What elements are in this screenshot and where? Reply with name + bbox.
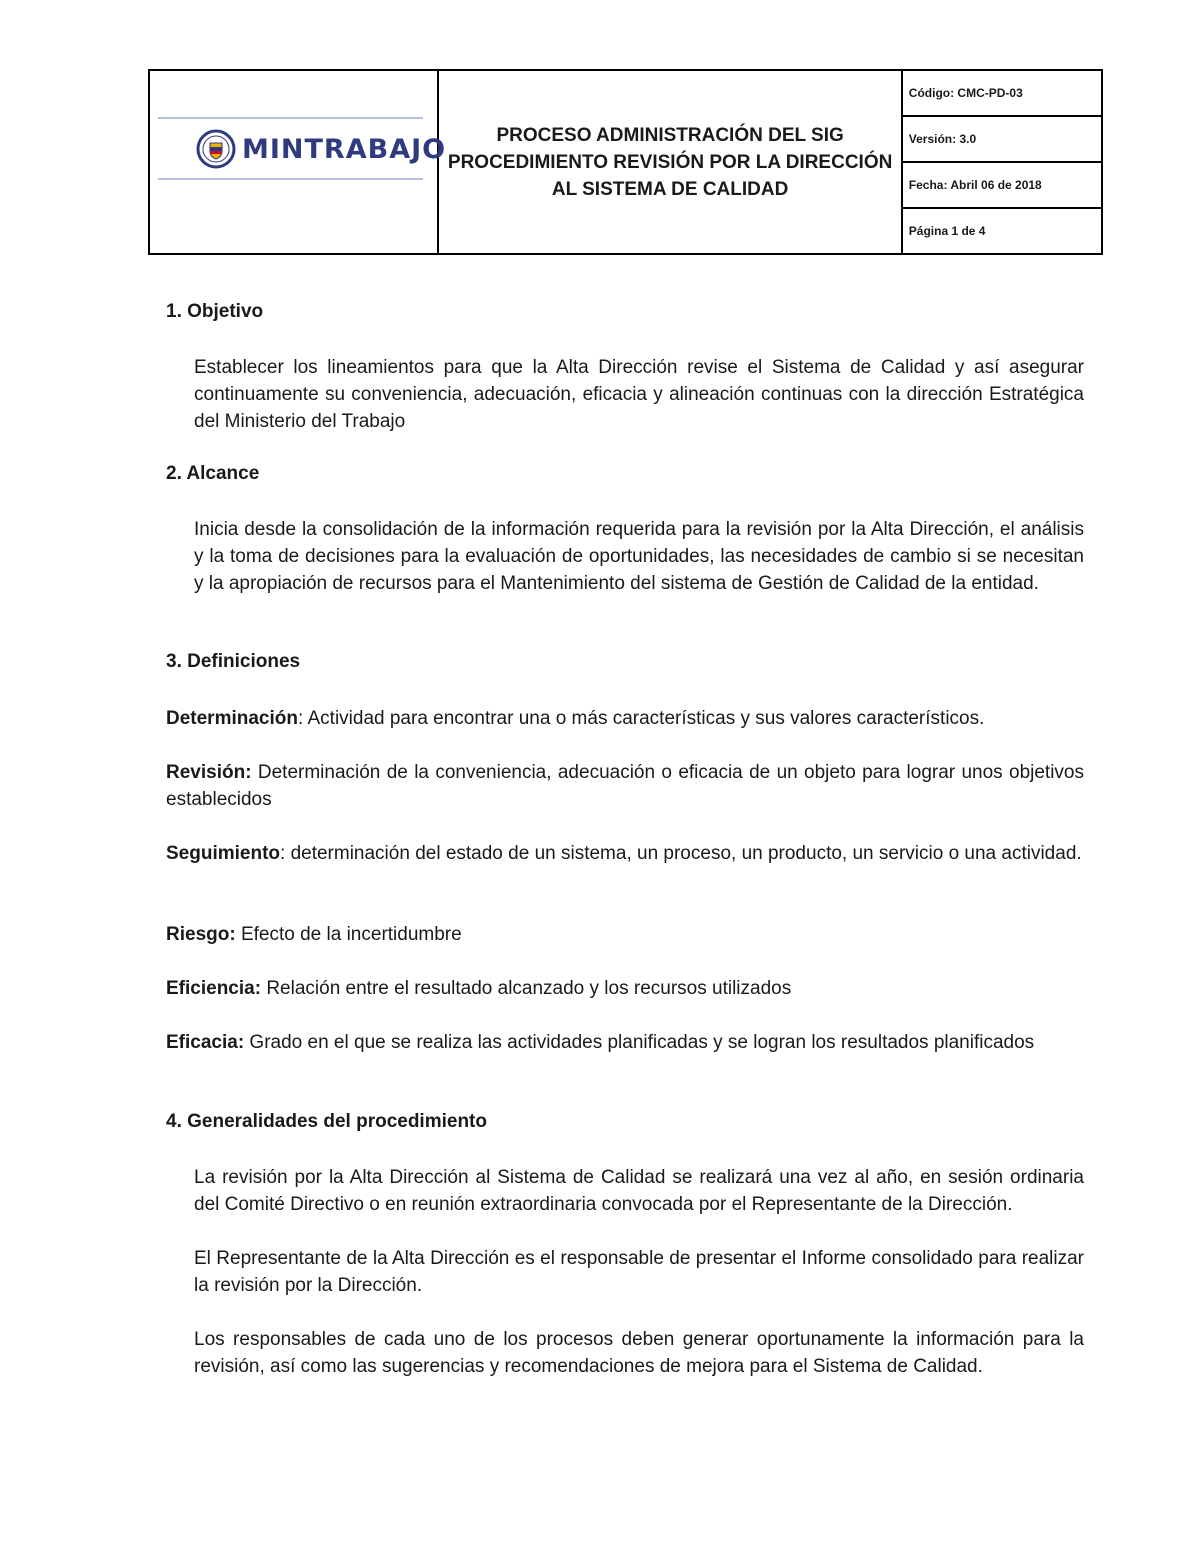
logo-divider [158, 117, 423, 119]
mintrabajo-logo [196, 129, 446, 169]
definition-term: Eficiencia: [166, 978, 262, 999]
document-date: Fecha: Abril 06 de 2018 [902, 162, 1102, 208]
definition-term: Eficacia: [166, 1032, 245, 1053]
title-line: AL SISTEMA DE CALIDAD [551, 178, 789, 200]
definition-term: Riesgo: [166, 924, 236, 945]
definition-item [166, 975, 1084, 1002]
definition-text: Grado en el que se realiza las actividades planificadas y se logran los resultados planificados [244, 1032, 1035, 1053]
definition-item [166, 1029, 1084, 1056]
definition-item [166, 759, 1084, 813]
definition-text: : determinación del estado de un sistema, un proceso, un producto, un servicio o una actividad. [280, 843, 1082, 864]
definition-term: Determinación [166, 708, 298, 729]
section-heading: 2. Alcance [166, 463, 260, 484]
definition-item [166, 840, 1084, 867]
coat-of-arms-icon [196, 129, 236, 169]
section-heading: 3. Definiciones [166, 651, 301, 672]
generalidades-paragraph: La revisión por la Alta Dirección al Sistema de Calidad se realizará una vez al año, en sesión ordinaria del Comité Directivo o en reunión extraordinaria convocada por el Representante de la Dirección. [194, 1167, 1084, 1215]
logo-divider [158, 178, 423, 180]
section-heading: 4. Generalidades del procedimiento [166, 1111, 487, 1132]
alcance-text: Inicia desde la consolidación de la información requerida para la revisión por la Alta Dirección, el análisis y la toma de decisiones para la evaluación de oportunidades, las necesidades de cambio si se necesitan y la apropiación de recursos para el Mantenimiento del sistema de Gestión de Calidad de la entidad. [194, 519, 1084, 594]
section-heading: 1. Objetivo [166, 301, 264, 322]
document-version: Versión: 3.0 [902, 116, 1102, 162]
title-line: PROCESO ADMINISTRACIÓN DEL SIG [496, 124, 844, 146]
definition-text: : Actividad para encontrar una o más características y sus valores característicos. [297, 708, 985, 729]
document-header [148, 69, 1103, 255]
page-number: Página 1 de 4 [902, 208, 1102, 254]
title-line: PROCEDIMIENTO REVISIÓN POR LA DIRECCIÓN [447, 151, 893, 173]
definition-text: Efecto de la incertidumbre [235, 924, 462, 945]
logo-cell [149, 70, 447, 254]
definition-item [166, 705, 1084, 732]
generalidades-paragraph: El Representante de la Alta Dirección es el responsable de presentar el Informe consolidado para realizar la revisión por la Dirección. [194, 1248, 1084, 1296]
logo-text: MINTRABAJO [242, 133, 447, 165]
document-title [438, 70, 901, 254]
definition-item [166, 921, 1084, 948]
document-code: Código: CMC-PD-03 [902, 70, 1102, 116]
definition-term: Seguimiento [166, 843, 281, 864]
generalidades-paragraph: Los responsables de cada uno de los procesos deben generar oportunamente la información para la revisión, así como las sugerencias y recomendaciones de mejora para el Sistema de Calidad. [194, 1329, 1084, 1377]
definition-text: Relación entre el resultado alcanzado y los recursos utilizados [261, 978, 792, 999]
objetivo-text: Establecer los lineamientos para que la Alta Dirección revise el Sistema de Calidad y así asegurar continuamente su conveniencia, adecuación, eficacia y alineación continuas con la dirección Estratégica del Ministerio del Trabajo [194, 357, 1084, 432]
definition-term: Revisión: [166, 762, 252, 783]
definition-text: Determinación de la conveniencia, adecuación o eficacia de un objeto para lograr unos objetivos establecidos [166, 762, 1084, 810]
